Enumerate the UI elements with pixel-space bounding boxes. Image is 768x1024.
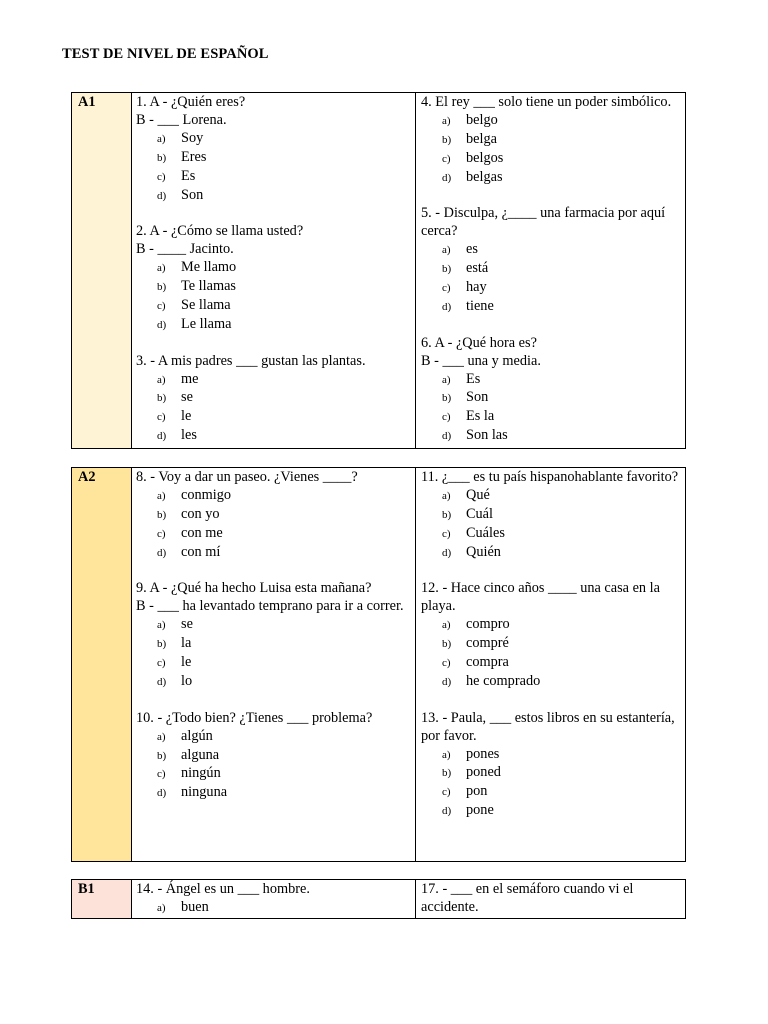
option-text: alguna (181, 746, 220, 763)
question (136, 710, 411, 804)
option-text: Es (181, 167, 196, 184)
option-letter: a) (442, 244, 451, 257)
answer-option (442, 764, 681, 783)
level-label: A2 (72, 468, 132, 862)
answer-option (442, 150, 681, 169)
question-text: B - ___ Lorena. (136, 111, 227, 128)
answer-option (442, 427, 681, 446)
option-letter: c) (442, 786, 451, 799)
answer-option (442, 616, 681, 635)
answer-option (442, 746, 681, 765)
answer-option (157, 371, 411, 390)
answer-option (442, 298, 681, 317)
answer-options (136, 616, 411, 692)
question-text: 14. - Ángel es un ___ hombre. (136, 881, 310, 897)
answer-options (421, 371, 681, 447)
option-text: Me llamo (181, 259, 237, 276)
answer-option (157, 673, 411, 692)
answer-options (421, 112, 681, 188)
option-letter: d) (157, 318, 167, 331)
option-text: hay (466, 279, 487, 296)
option-text: belgas (466, 168, 503, 185)
answer-option (157, 728, 411, 747)
option-text: se (181, 389, 193, 406)
answer-option (157, 899, 411, 918)
answer-option (157, 389, 411, 408)
option-letter: c) (157, 657, 166, 670)
option-text: tiene (466, 297, 494, 314)
option-letter: d) (157, 787, 167, 800)
option-letter: d) (442, 300, 452, 313)
question-text: 4. El rey ___ solo tiene un poder simbólico. (421, 94, 672, 110)
option-text: belgo (466, 111, 498, 128)
option-text: Te llamas (181, 278, 236, 295)
option-text: la (181, 635, 192, 652)
question-text: B - ____ Jacinto. (136, 241, 234, 258)
option-letter: a) (157, 489, 166, 502)
option-text: Soy (181, 129, 204, 146)
answer-option (442, 279, 681, 298)
answer-option (157, 149, 411, 168)
answer-option (157, 784, 411, 803)
option-text: ningún (181, 765, 221, 782)
option-letter: a) (157, 901, 166, 914)
option-letter: d) (442, 546, 452, 559)
answer-option (157, 487, 411, 506)
question-column-left (132, 880, 416, 919)
option-letter: a) (157, 132, 166, 145)
option-text: con me (181, 524, 223, 541)
answer-option (442, 635, 681, 654)
option-letter: d) (157, 189, 167, 202)
option-text: pone (466, 802, 494, 819)
option-letter: b) (442, 133, 452, 146)
answer-option (157, 316, 411, 335)
question-column-right (416, 93, 686, 449)
option-letter: a) (442, 748, 451, 761)
answer-option (442, 112, 681, 131)
question (136, 580, 411, 691)
option-letter: b) (157, 281, 167, 294)
answer-option (157, 259, 411, 278)
answer-option (442, 169, 681, 188)
question-column-left (132, 93, 416, 449)
answer-option (157, 278, 411, 297)
option-letter: b) (442, 263, 452, 276)
answer-option (442, 525, 681, 544)
option-letter: d) (442, 430, 452, 443)
question (421, 881, 681, 917)
answer-options (136, 487, 411, 563)
answer-option (157, 506, 411, 525)
option-text: compra (466, 654, 509, 671)
question (136, 881, 411, 918)
answer-option (442, 260, 681, 279)
answer-option (157, 747, 411, 766)
answer-option (157, 187, 411, 206)
document-title: TEST DE NIVEL DE ESPAÑOL (62, 46, 269, 62)
answer-option (157, 544, 411, 563)
question-text: B - ___ una y media. (421, 352, 541, 369)
option-letter: c) (442, 527, 451, 540)
option-letter: b) (442, 508, 452, 521)
answer-option (157, 765, 411, 784)
question-text: 8. - Voy a dar un paseo. ¿Vienes ____? (136, 469, 358, 485)
question (136, 469, 411, 563)
question-column-right (416, 880, 686, 919)
question-text: 17. - ___ en el semáforo cuando vi el accidente. (421, 881, 634, 915)
question (421, 710, 681, 821)
option-letter: d) (157, 675, 167, 688)
answer-options (136, 899, 411, 918)
option-letter: a) (157, 619, 166, 632)
option-letter: c) (442, 657, 451, 670)
option-letter: d) (157, 430, 167, 443)
option-text: Le llama (181, 315, 232, 332)
option-text: pon (466, 783, 488, 800)
option-text: buen (181, 898, 209, 915)
answer-option (157, 525, 411, 544)
answer-options (421, 746, 681, 822)
option-text: pones (466, 745, 500, 762)
answer-options (421, 616, 681, 692)
question-text: 2. A - ¿Cómo se llama usted? (136, 223, 304, 240)
level-table-a2 (71, 467, 686, 862)
answer-option (157, 654, 411, 673)
question-text: 5. - Disculpa, ¿____ una farmacia por aquí cerca? (421, 205, 666, 240)
option-letter: c) (442, 282, 451, 295)
option-letter: a) (157, 373, 166, 386)
option-text: con yo (181, 505, 220, 522)
question-column-right (416, 468, 686, 862)
question-text: 12. - Hace cinco años ____ una casa en la playa. (421, 580, 660, 615)
answer-option (157, 616, 411, 635)
level-label: A1 (72, 93, 132, 449)
question (136, 94, 411, 205)
answer-option (157, 130, 411, 149)
option-letter: a) (442, 114, 451, 127)
option-text: Son (181, 186, 204, 203)
answer-option (157, 427, 411, 446)
level-label: B1 (72, 880, 132, 919)
option-letter: b) (442, 767, 452, 780)
option-letter: c) (157, 299, 166, 312)
option-letter: b) (442, 638, 452, 651)
question (421, 205, 681, 316)
question (136, 353, 411, 447)
answer-option (157, 168, 411, 187)
option-text: le (181, 654, 192, 671)
option-letter: a) (157, 730, 166, 743)
option-text: belgos (466, 149, 504, 166)
option-text: Cuáles (466, 524, 505, 541)
option-letter: b) (157, 151, 167, 164)
question (421, 335, 681, 446)
option-letter: c) (442, 411, 451, 424)
question (421, 469, 681, 563)
option-text: les (181, 427, 197, 444)
question-text: B - ___ ha levantado temprano para ir a correr. (136, 598, 404, 615)
level-table-b1 (71, 879, 686, 919)
option-letter: b) (157, 749, 167, 762)
option-letter: c) (157, 768, 166, 781)
option-text: es (466, 241, 478, 258)
answer-option (442, 371, 681, 390)
answer-option (442, 544, 681, 563)
level-table-a1 (71, 92, 686, 449)
option-text: Qué (466, 486, 490, 503)
option-text: Son (466, 389, 489, 406)
answer-options (421, 241, 681, 317)
answer-options (136, 259, 411, 335)
option-letter: c) (157, 170, 166, 183)
option-letter: b) (442, 392, 452, 405)
option-letter: c) (442, 152, 451, 165)
option-letter: b) (157, 638, 167, 651)
answer-option (442, 783, 681, 802)
answer-options (421, 487, 681, 563)
option-text: se (181, 616, 193, 633)
option-text: compro (466, 616, 510, 633)
question-text: 10. - ¿Todo bien? ¿Tienes ___ problema? (136, 709, 373, 726)
answer-option (157, 408, 411, 427)
option-text: lo (181, 672, 193, 689)
option-text: conmigo (181, 486, 232, 503)
answer-option (157, 297, 411, 316)
option-text: Se llama (181, 296, 231, 313)
option-text: ninguna (181, 784, 228, 801)
answer-options (136, 728, 411, 804)
question (421, 580, 681, 691)
option-letter: d) (442, 805, 452, 818)
option-text: compré (466, 635, 509, 652)
option-text: Es (466, 370, 481, 387)
option-text: Quién (466, 543, 501, 560)
option-letter: d) (442, 171, 452, 184)
option-text: algún (181, 727, 213, 744)
question-column-left (132, 468, 416, 862)
answer-option (442, 802, 681, 821)
option-text: le (181, 408, 192, 425)
question (421, 94, 681, 188)
question-text: 3. - A mis padres ___ gustan las plantas. (136, 352, 366, 369)
option-letter: b) (157, 392, 167, 405)
option-text: belga (466, 130, 497, 147)
answer-option (442, 654, 681, 673)
option-text: he comprado (466, 672, 541, 689)
option-letter: c) (157, 411, 166, 424)
option-letter: c) (157, 527, 166, 540)
answer-option (442, 673, 681, 692)
question-text: 9. A - ¿Qué ha hecho Luisa esta mañana? (136, 580, 372, 597)
question-text: 6. A - ¿Qué hora es? (421, 334, 537, 351)
question-text: 1. A - ¿Quién eres? (136, 94, 246, 110)
option-text: Es la (466, 408, 495, 425)
option-letter: a) (157, 262, 166, 275)
answer-option (442, 506, 681, 525)
option-text: Son las (466, 427, 508, 444)
answer-option (157, 635, 411, 654)
option-text: me (181, 370, 199, 387)
option-letter: d) (157, 546, 167, 559)
answer-option (442, 408, 681, 427)
question (136, 223, 411, 334)
option-letter: a) (442, 489, 451, 502)
option-letter: a) (442, 373, 451, 386)
option-text: poned (466, 764, 501, 781)
option-text: Cuál (466, 505, 494, 522)
option-text: Eres (181, 148, 207, 165)
option-letter: a) (442, 619, 451, 632)
option-text: con mí (181, 543, 221, 560)
answer-options (136, 371, 411, 447)
answer-option (442, 241, 681, 260)
question-text: 13. - Paula, ___ estos libros en su estantería, por favor. (421, 709, 675, 744)
answer-option (442, 487, 681, 506)
option-text: está (466, 260, 489, 277)
option-letter: b) (157, 508, 167, 521)
answer-option (442, 131, 681, 150)
question-text: 11. ¿___ es tu país hispanohablante favorito? (421, 469, 679, 485)
option-letter: d) (442, 675, 452, 688)
answer-option (442, 389, 681, 408)
answer-options (136, 130, 411, 206)
